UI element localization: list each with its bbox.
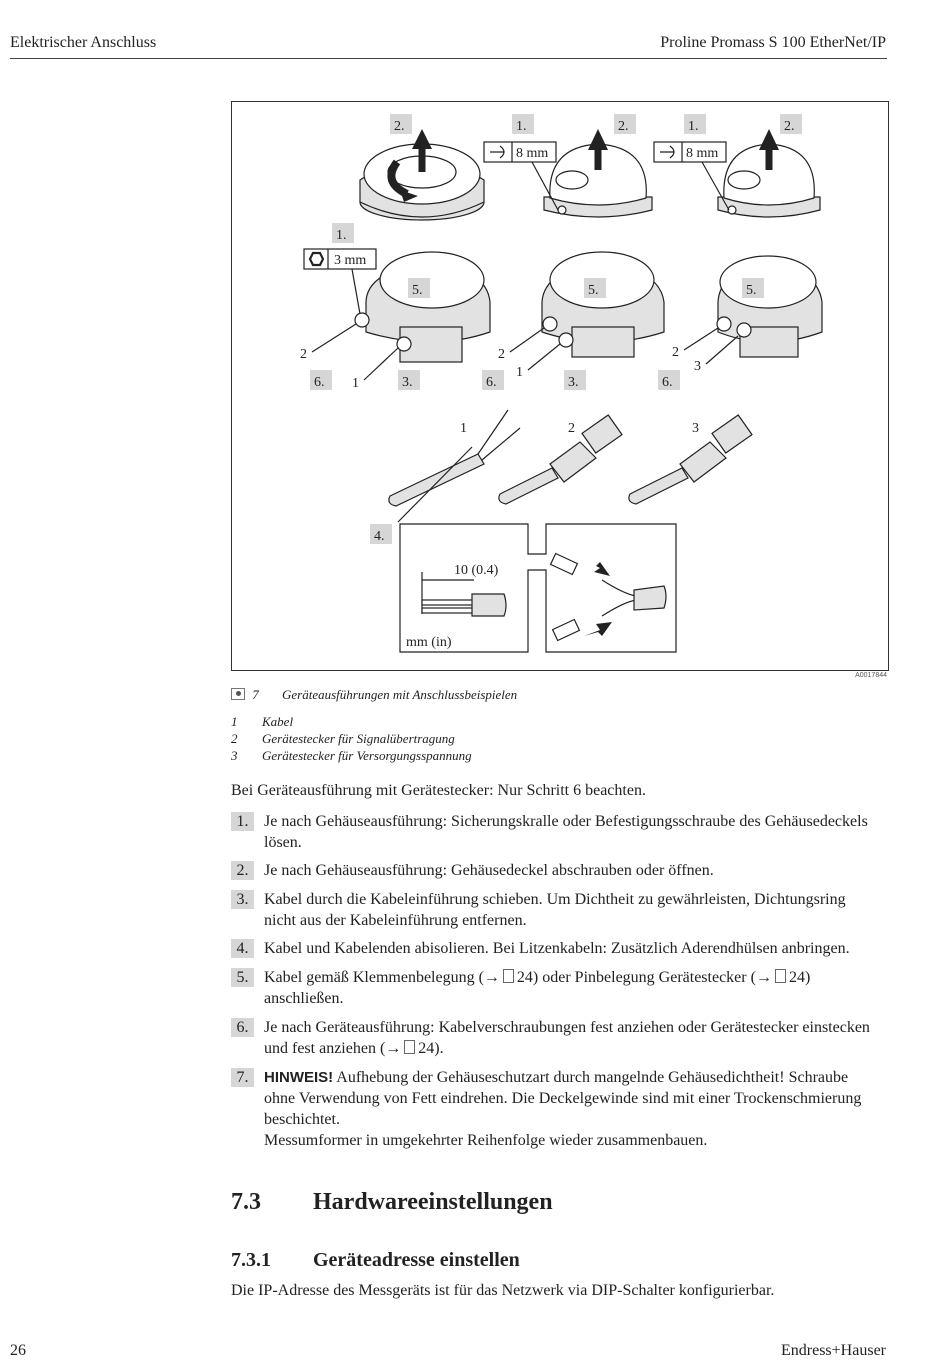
fig-step-label: 6. <box>314 375 325 390</box>
wrench-size: 8 mm <box>516 146 549 161</box>
hex-key <box>304 249 376 314</box>
figure-icon <box>231 688 245 700</box>
strip-length: 10 (0.4) <box>454 563 499 578</box>
page-ref-icon <box>775 969 786 983</box>
step-2: 2. Je nach Gehäuseausführung: Gehäusedeckel abschrauben oder öffnen. <box>231 860 891 881</box>
fig-callout: 2 <box>300 347 307 362</box>
fig-callout: 2 <box>672 345 679 360</box>
hex-icon <box>310 253 323 265</box>
unit-label: mm (in) <box>406 635 452 650</box>
page-ref-icon <box>404 1040 415 1054</box>
cable-number: 3 <box>692 421 699 436</box>
step-number: 1. <box>231 812 254 831</box>
footer-brand: Endress+Hauser <box>781 1342 886 1359</box>
fig-callout: 2 <box>498 347 505 362</box>
page-header-right: Proline Promass S 100 EtherNet/IP <box>660 34 886 51</box>
fig-callout: 3 <box>694 359 701 374</box>
hex-size: 3 mm <box>334 253 367 268</box>
legend-item: 3 Gerätestecker für Versorgungsspannung <box>231 748 472 763</box>
fig-step-label: 6. <box>486 375 497 390</box>
fig-step-label: 5. <box>588 283 599 298</box>
step-number: 6. <box>231 1018 254 1037</box>
step-number: 7. <box>231 1068 254 1087</box>
fig-step-label: 5. <box>746 283 757 298</box>
fig-step-label: 2. <box>784 119 795 134</box>
fig-step-label: 6. <box>662 375 673 390</box>
housing-right <box>717 256 822 357</box>
figure-number: 7 <box>252 687 259 702</box>
cable-number: 2 <box>568 421 575 436</box>
figure-legend <box>231 713 472 764</box>
step-7: 7. HINWEIS! Aufhebung der Gehäuseschutzart durch mangelnde Gehäusedichtheit! Schraube ohne Verwendung von Fett eindrehen. Die Deckelgewinde sind mit einer Trockenschmierung beschichtet. Messumformer in umgekehrter Reihenfolge wieder zusammenbauen. <box>231 1067 891 1151</box>
fig-callout: 1 <box>352 376 359 391</box>
legend-item: 2 Gerätestecker für Signalübertragung <box>231 731 455 746</box>
figure-caption <box>231 687 517 703</box>
step-number: 5. <box>231 968 254 987</box>
wrench-size: 8 mm <box>686 146 719 161</box>
step-number: 2. <box>231 861 254 880</box>
body-text: Die IP-Adresse des Messgeräts ist für das Netzwerk via DIP-Schalter konfigurierbar. <box>231 1282 775 1299</box>
figure-caption-text: Geräteausführungen mit Anschlussbeispielen <box>282 687 518 702</box>
wiring-illustration <box>232 102 888 670</box>
header-rule <box>10 58 887 59</box>
cover-right <box>718 129 820 217</box>
fig-step-label: 2. <box>394 119 405 134</box>
housing-mid <box>542 252 664 357</box>
step-1: 1. Je nach Gehäuseausführung: Sicherungskralle oder Befestigungsschraube des Gehäusedeckels lösen. <box>231 811 891 853</box>
cable-2 <box>499 415 622 504</box>
step-number: 3. <box>231 890 254 909</box>
fig-step-label: 5. <box>412 283 423 298</box>
fig-callout: 1 <box>516 365 523 380</box>
fig-step-label: 2. <box>618 119 629 134</box>
step-3: 3. Kabel durch die Kabeleinführung schieben. Um Dichtheit zu gewährleisten, Dichtungsring nicht aus der Kabeleinführung entfernen. <box>231 889 891 931</box>
step-6: 6. Je nach Geräteausführung: Kabelverschraubungen fest anziehen oder Gerätestecker einstecken und fest anziehen (→ 24). <box>231 1017 891 1059</box>
cover-mid <box>544 129 652 217</box>
fig-step-label: 3. <box>402 375 413 390</box>
fig-step-label: 4. <box>374 529 385 544</box>
figure-id: A0017844 <box>855 672 887 679</box>
subsection-heading: 7.3.1 Geräteadresse einstellen <box>231 1249 520 1271</box>
cable-3 <box>629 415 752 504</box>
cable-number: 1 <box>460 421 467 436</box>
fig-step-label: 1. <box>688 119 699 134</box>
intro-text: Bei Geräteausführung mit Gerätestecker: Nur Schritt 6 beachten. <box>231 782 646 799</box>
page-number: 26 <box>10 1342 26 1359</box>
wiring-figure <box>231 101 889 671</box>
legend-item: 1 Kabel <box>231 714 294 729</box>
cover-left <box>360 129 484 220</box>
cable-1 <box>389 410 520 506</box>
section-heading: 7.3 Hardwareeinstellungen <box>231 1189 553 1215</box>
fig-step-label: 3. <box>568 375 579 390</box>
notice-label: HINWEIS! <box>264 1069 334 1086</box>
page-ref-icon <box>503 969 514 983</box>
fig-step-label: 1. <box>516 119 527 134</box>
page-header-left: Elektrischer Anschluss <box>10 34 157 51</box>
fig-step-label: 1. <box>336 228 347 243</box>
step-4: 4. Kabel und Kabelenden abisolieren. Bei Litzenkabeln: Zusätzlich Aderendhülsen anbringen. <box>231 938 891 959</box>
step-number: 4. <box>231 939 254 958</box>
step-5: 5. Kabel gemäß Klemmenbelegung (→ 24) oder Pinbelegung Gerätestecker (→ 24) anschließen. <box>231 967 891 1009</box>
